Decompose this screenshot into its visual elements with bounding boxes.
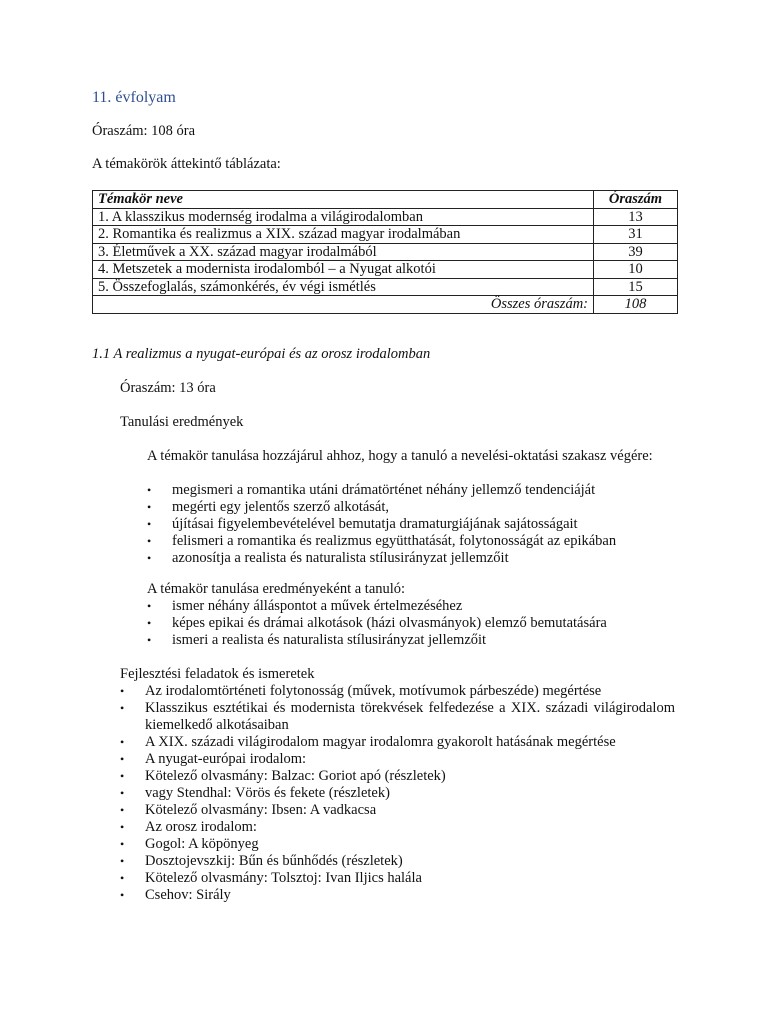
topic-cell: 4. Metszetek a modernista irodalomból – a Nyugat alkotói xyxy=(93,261,594,279)
list-item xyxy=(120,870,675,887)
list-item xyxy=(147,632,675,649)
hours-cell: 39 xyxy=(594,243,678,261)
list-item-text: megismeri a romantika utáni drámatörténet néhány jellemző tendenciáját xyxy=(172,482,596,498)
table-intro: A témakörök áttekintő táblázata: xyxy=(92,156,281,172)
list-item-text: képes epikai és drámai alkotások (házi olvasmányok) elemző bemutatására xyxy=(172,615,607,631)
bullet-icon: • xyxy=(120,803,125,817)
list-item-text: Gogol: A köpönyeg xyxy=(145,836,259,852)
hours-cell: 13 xyxy=(594,208,678,226)
table-row xyxy=(93,243,678,261)
bullet-icon: • xyxy=(120,786,125,800)
list-item-text: ismer néhány álláspontot a művek értelmezéséhez xyxy=(172,598,463,614)
list-item xyxy=(147,482,675,499)
bullet-icon: • xyxy=(120,888,125,902)
header-hours: Óraszám xyxy=(594,191,678,209)
bullet-icon: • xyxy=(147,633,152,647)
list-item xyxy=(147,516,675,533)
list-item xyxy=(147,615,675,632)
grade-heading: 11. évfolyam xyxy=(92,89,176,106)
list-item-text: Kötelező olvasmány: Ibsen: A vadkacsa xyxy=(145,802,377,818)
contrib-list xyxy=(147,482,675,567)
list-item xyxy=(120,768,675,785)
list-item-text: ismeri a realista és naturalista stílusirányzat jellemzőit xyxy=(172,632,487,648)
list-item-text: Kötelező olvasmány: Tolsztoj: Ivan Iljics halála xyxy=(145,870,422,886)
list-item xyxy=(120,819,675,836)
list-item xyxy=(120,683,675,700)
bullet-icon: • xyxy=(120,837,125,851)
table-row xyxy=(93,208,678,226)
list-item-text: Klasszikus esztétikai és modernista törekvések felfedezése a XIX. századi világirodalom kiemelkedő alkotásaiban xyxy=(145,700,675,733)
bullet-icon: • xyxy=(147,500,152,514)
list-item-text: Dosztojevszkij: Bűn és bűnhődés (részletek) xyxy=(145,853,403,869)
bullet-icon: • xyxy=(147,599,152,613)
section-hours: Óraszám: 13 óra xyxy=(120,380,216,396)
list-item-text: Az orosz irodalom: xyxy=(145,819,257,835)
contrib-list-wrap xyxy=(147,482,675,567)
list-item-text: megérti egy jelentős szerző alkotását, xyxy=(172,499,390,515)
bullet-icon: • xyxy=(120,820,125,834)
tasks-list xyxy=(120,683,675,904)
section-title: 1.1 A realizmus a nyugat-európai és az orosz irodalomban xyxy=(92,346,431,362)
list-item xyxy=(120,853,675,870)
result-list xyxy=(147,598,675,649)
list-item-text: Az irodalomtörténeti folytonosság (művek, motívumok párbeszéde) megértése xyxy=(145,683,602,699)
list-item-text: újításai figyelembevételével bemutatja dramaturgiájának sajátosságait xyxy=(172,516,578,532)
total-hours-line: Óraszám: 108 óra xyxy=(92,123,196,139)
header-topic: Témakör neve xyxy=(93,191,594,209)
list-item xyxy=(120,751,675,768)
tasks-title: Fejlesztési feladatok és ismeretek xyxy=(120,666,315,682)
topic-cell: 5. Összefoglalás, számonkérés, év végi ismétlés xyxy=(93,278,594,296)
table-header-row xyxy=(93,191,678,209)
bullet-icon: • xyxy=(120,854,125,868)
list-item-text: vagy Stendhal: Vörös és fekete (részletek) xyxy=(145,785,390,801)
result-list-wrap xyxy=(147,598,675,649)
list-item xyxy=(120,836,675,853)
hours-cell: 31 xyxy=(594,226,678,244)
list-item-text: azonosítja a realista és naturalista stílusirányzat jellemzőit xyxy=(172,550,509,566)
list-item-text: Kötelező olvasmány: Balzac: Goriot apó (részletek) xyxy=(145,768,446,784)
list-item xyxy=(120,734,675,751)
list-item xyxy=(147,533,675,550)
list-item-text: felismeri a romantika és realizmus együtthatását, folytonosságát az epikában xyxy=(172,533,617,549)
list-item xyxy=(120,785,675,802)
table-row xyxy=(93,278,678,296)
bullet-icon: • xyxy=(147,551,152,565)
contrib-intro: A témakör tanulása hozzájárul ahhoz, hogy a tanuló a nevelési-oktatási szakasz végére: xyxy=(147,448,653,464)
list-item xyxy=(120,700,675,734)
bullet-icon: • xyxy=(120,735,125,749)
hours-cell: 10 xyxy=(594,261,678,279)
bullet-icon: • xyxy=(120,752,125,766)
bullet-icon: • xyxy=(120,684,125,698)
topic-cell: 1. A klasszikus modernség irodalma a világirodalomban xyxy=(93,208,594,226)
table-row xyxy=(93,261,678,279)
result-intro: A témakör tanulása eredményeként a tanuló: xyxy=(147,581,406,597)
list-item xyxy=(120,887,675,904)
table-row xyxy=(93,226,678,244)
bullet-icon: • xyxy=(147,534,152,548)
bullet-icon: • xyxy=(147,616,152,630)
table-total-row xyxy=(93,296,678,314)
total-label: Összes óraszám: xyxy=(93,296,594,314)
list-item xyxy=(147,550,675,567)
total-value: 108 xyxy=(594,296,678,314)
tasks-list-wrap xyxy=(120,683,675,904)
topic-cell: 3. Életművek a XX. század magyar irodalmából xyxy=(93,243,594,261)
list-item xyxy=(147,499,675,516)
list-item-text: A nyugat-európai irodalom: xyxy=(145,751,307,767)
topic-cell: 2. Romantika és realizmus a XIX. század magyar irodalmában xyxy=(93,226,594,244)
bullet-icon: • xyxy=(120,769,125,783)
list-item-text: A XIX. századi világirodalom magyar irodalomra gyakorolt hatásának megértése xyxy=(145,734,616,750)
bullet-icon: • xyxy=(120,871,125,885)
list-item xyxy=(147,598,675,615)
hours-cell: 15 xyxy=(594,278,678,296)
bullet-icon: • xyxy=(120,701,125,715)
topics-table xyxy=(92,190,678,314)
outcomes-title: Tanulási eredmények xyxy=(120,414,244,430)
bullet-icon: • xyxy=(147,517,152,531)
list-item xyxy=(120,802,675,819)
list-item-text: Csehov: Sirály xyxy=(145,887,231,903)
bullet-icon: • xyxy=(147,483,152,497)
